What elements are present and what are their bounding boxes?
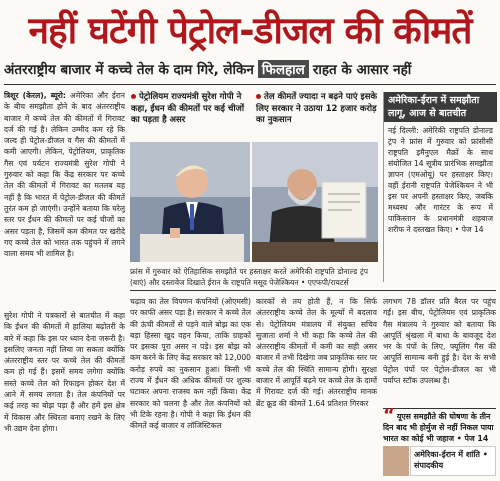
bullet-right-text: तेल कीमतें ज्यादा न बढ़ने पाएं इसके लिए सरकार ने उठाया 12 हजार करोड़ का नुकसान [256, 92, 377, 125]
sidebar-title: अमेरिका-ईरान में समझौता लागू, आज से बातचीत [384, 92, 497, 122]
bullet-icon [256, 94, 261, 99]
article-column-1 [4, 90, 125, 308]
subhead-highlight: फिलहाल [258, 60, 309, 78]
bullet-icon [131, 94, 136, 99]
teaser-page: • पेज 14 [456, 434, 489, 443]
photo-pezeshkian [252, 142, 378, 262]
editorial-thumbnail [383, 446, 409, 476]
sidebar-text: नई दिल्ली: अमेरिकी राष्ट्रपति डोनाल्ड ट्रंप ने फ्रांस में गुरुवार को फ्रांसीसी राष्ट्रपति इमैनुएल मैक्रों के साथ संयोजित 14 सूत्रीय प्रारंभिक समझौता ज्ञापन (एमओयू) पर हस्ताक्षर किए। वहीं ईरानी राष्ट्रपति पेजेश्कियन ने भी इस पर अपनी हस्ताक्षर किए, जबकि मध्यस्थ और गारंटर के रूप में पाकिस्तान के प्रधानमंत्री शहबाज शरीफ ने दस्तखत किए। • पेज 14 [388, 126, 493, 234]
article-column-2: सुरेश गोपी ने पत्रकारों से बातचीत में कहा कि ईंधन की कीमतों में हालिया बढ़ोतरी के बारे में कहा कि इस पर ध्यान देना जरूरी है। इसलिए जनता नहीं लिया जा सकता क्योंकि अंतरराष्ट्रीय स्तर पर कच्चे तेल की कीमतों कम हो गई हैं। इसमें समय लगेगा क्योंकि सस्ते कच्चे तेल को रिफाइन होकर देश में आने में समय लगता है। तेल कंपनियों पर कई तरह का बोझ पड़ा है और हमें इस क्षेत्र में विकास और स्थिरता बनाए रखने के लिए भी उद्यम देना होगा। [4, 311, 125, 433]
photo-trump-signing [130, 142, 250, 262]
sidebar-story [383, 92, 497, 282]
subhead-text-end: राहत के आसार नहीं [312, 62, 412, 78]
article-column-5: लगभग 78 डॉलर प्रति बैरल पर पहुंच गईं। इस बीच, पेट्रोलियम एवं प्राकृतिक गैस मंत्रालय ने गुरुवार को बताया कि आपूर्ति श्रृंखला में बाधा के बावजूद देश भर के पंपों के लिए, फ्यूलिंग गैस की आपूर्ति सामान्य बनी हुई है। देश के सभी पेट्रोल पंपों पर पेट्रोल-डीजल का भी पर्याप्त स्टॉक उपलब्ध है। [383, 297, 496, 386]
headline: नहीं घटेंगी पेट्रोल-डीजल की कीमतें [28, 8, 472, 52]
subheadline [4, 58, 496, 80]
bullet-right [256, 92, 378, 127]
divider [130, 290, 496, 291]
bullet-left [131, 92, 249, 127]
editorial-tag[interactable]: अमेरिका-ईरान में शांति • संपादकीय [410, 446, 496, 476]
teaser-text: यूएस समझौते की घोषणा के तीन दिन बाद भी होर्मुज से नहीं निकल पाया भारत का कोई भी जहाज [383, 412, 494, 443]
photo-caption: फ्रांस में गुरुवार को ऐतिहासिक समझौते पर हस्ताक्षर करते अमेरिकी राष्ट्रपति डोनाल्ड ट्रंप (बाएं) और दस्तावेज दिखाते ईरान के राष्ट्रपति मसूद पेजेश्कियन • एएफपी/रायटर्स [130, 267, 368, 287]
article-text: अमेरिका और ईरान के बीच समझौता होने के बाद अंतरराष्ट्रीय बाजार में कच्चे तेल की कीमतों में गिरावट दर्ज की गई है। लेकिन उम्मीद कम रहे कि जल्द ही पेट्रोल-डीजल व गैस की कीमतों में कमी आएगी। लेकिन, पेट्रोलियम, प्राकृतिक गैस एवं पर्यटन राज्यमंत्री सुरेश गोपी ने गुरुवार को कहा कि केंद्र सरकार पर कच्चे तेल की कीमतों में गिरावट का मतलब यह नहीं है कि भारत में पेट्रोल-डीजल की कीमतें तुरंत कम हो जाएंगी। उन्होंने बताया कि घरेलू स्तर पर ईंधन की कीमतों पर कई चीजों का असर पड़ता है, जिसमें कम कीमत पर खरीदे गए कच्चे तेल को भारत तक पहुंचने में लगने वाला समय भी शामिल है। [4, 91, 125, 259]
subhead-text: अंतरराष्ट्रीय बाजार में कच्चे तेल के दाम गिरे, लेकिन [4, 62, 254, 78]
article-column-3: चढ़ाव का तेल विपणन कंपनियों (ओएमसी) पर काफी असर पड़ा है। सरकार ने कच्चे तेल की ऊंची कीमतों से पड़ने वाले बोझ का एक बड़ा हिस्सा खुद वहन किया, ताकि ग्राहकों पर इसका पूरा असर न पड़े। इस बोझ को कम करने के लिए केंद्र सरकार को 12,000 करोड़ रुपये का नुकसान हुआ। किसी भी राज्य में ईंधन की अधिक कीमतों पर शुल्क घटाकर अपना राजस्व कम नहीं किया। केंद्र सरकार को चलना है और तेल कंपनियों को भी टिके रहना है। गोपी ने कहा कि ईंधन की कीमतें कई बाजार व लॉजिस्टिकल [130, 297, 251, 431]
quote-icon: “ [383, 405, 395, 426]
related-story-teaser[interactable] [383, 405, 496, 444]
bullet-left-text: पेट्रोलियम राज्यमंत्री सुरेश गोपी ने कहा, ईंधन की कीमतों पर कई चीजों का पड़ता है असर [131, 92, 245, 125]
divider [4, 84, 496, 85]
dateline: त्रिशूर (केरल), ब्यूरो: [4, 91, 66, 100]
article-column-4: कारकों से तय होती हैं, न कि सिर्फ अंतरराष्ट्रीय कच्चे तेल के मूल्यों में बदलाव से। पेट्रोलियम मंत्रालय में संयुक्त सचिव सुजाता शर्मा ने भी कहा कि कच्चे तेल की अंतरराष्ट्रीय कीमतों में कमी का सही असर बाजार में तभी दिखेगा जब प्राकृतिक स्तर पर कच्चे तेल की स्थिति सामान्य होगी। सुरक्षा बाजार में आपूर्ति बढ़ने पर कच्चे तेल के दामों में गिरावट दर्ज की गई। अंतरराष्ट्रीय मानक ब्रेंट क्रूड की कीमतें 1.64 प्रतिशत गिरकर [256, 297, 377, 408]
